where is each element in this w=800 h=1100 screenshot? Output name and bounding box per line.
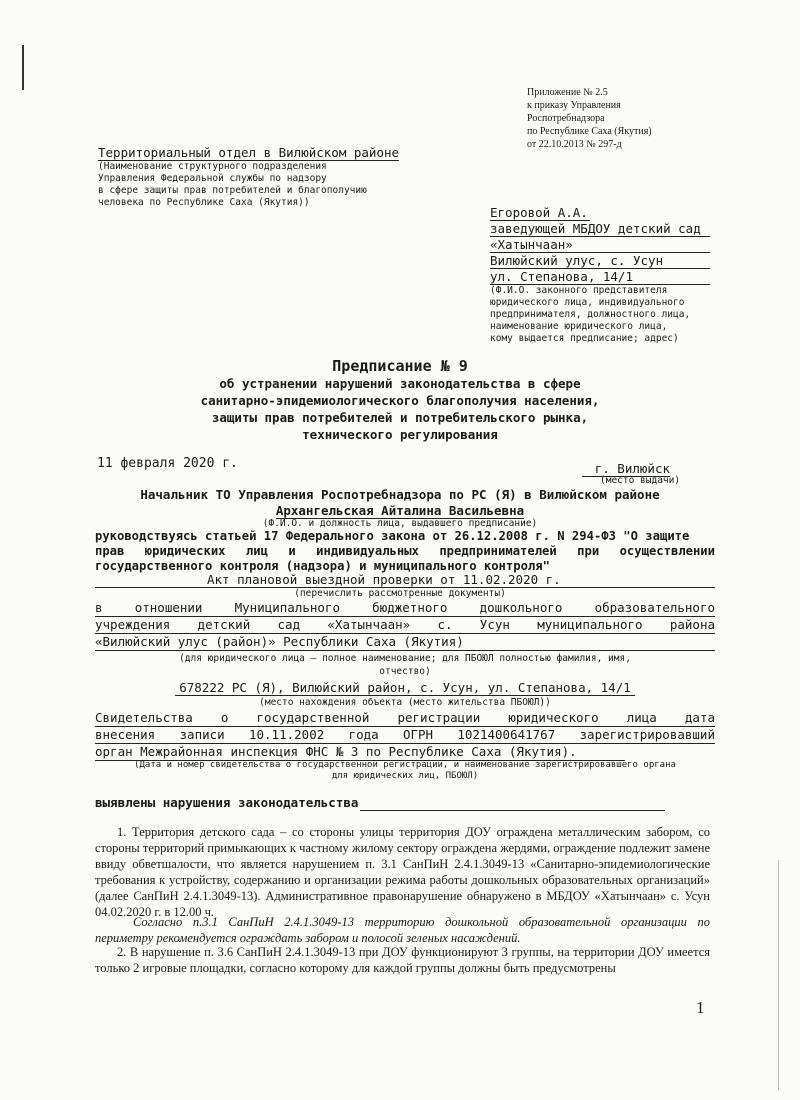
department-caption (98, 161, 428, 209)
addressee-block (490, 205, 710, 345)
basis-line: государственного контроля (надзора) и муниципального контроля" (95, 559, 550, 573)
department-name: Территориальный отдел в Вилюйском районе (98, 145, 400, 160)
appendix-line: Роспотребнадзора (527, 113, 605, 124)
subject-line: «Вилюйский улус (район)» Республики Саха (Якутия) (95, 634, 715, 651)
issuer-line: Начальник ТО Управления Роспотребнадзора по РС (Я) в Вилюйском районе (140, 487, 660, 502)
title-sub-line: санитарно-эпидемиологического благополучия населения, (200, 393, 600, 408)
basis-act-caption: (перечислить рассмотренные документы) (294, 588, 506, 599)
certificate-line: внесения записи 10.11.2002 года ОГРН 1021400641767 зарегистрировавший (95, 727, 715, 742)
issue-date: 11 февраля 2020 г. (97, 456, 238, 471)
addressee-caption (490, 285, 710, 345)
caption-line: (Ф.И.О. законного представителя (490, 285, 668, 296)
subject-line: учреждения детский сад «Хатынчаан» с. Усун муниципального района (95, 617, 715, 632)
addressee-line: заведующей МБДОУ детский сад (490, 221, 710, 237)
addressee-line: Егоровой А.А. (490, 205, 590, 221)
title-sub-line: технического регулирования (302, 427, 498, 442)
violation-paragraph-1: 1. Территория детского сада – со стороны улицы территория ДОУ ограждена металлическим забором, со стороны территорий примыкающих к частному жилому сектору ограждена жердями, ограждение подлежит замене ввиду обветшалости, что является нарушением п. 3.1 СанПиН 2.4.1.3049-13 «Санитарно-эпидемиологические требования к устройству, содержанию и организации режима работы дошкольных образовательных организаций» (далее СанПиН 2.4.1.3049-13). Административное правонарушение обнаружено в МБДОУ «Хатынчаан» с. Усун 04.02.2020 г. в 12.00 ч. (95, 825, 710, 919)
certificate-block (95, 710, 715, 761)
violations-heading-underline (360, 795, 665, 811)
appendix-line: по Республике Саха (Якутия) (527, 126, 652, 137)
violations-heading-text: выявлены нарушения законодательства (95, 795, 359, 810)
caption-line: предпринимателя, должностного лица, (490, 309, 691, 320)
caption-line: кому выдается предписание; адрес) (490, 333, 679, 344)
caption-line: человека по Республике Саха (Якутия)) (98, 197, 310, 208)
scan-edge-mark-right (778, 860, 779, 1090)
caption-line: (Дата и номер свидетельства о государственной регистрации, и наименование зарегистрировавшего органа (134, 760, 676, 770)
issue-place-caption: (место выдачи) (600, 475, 681, 486)
certificate-line: орган Межрайонная инспекция ФНС № 3 по Республике Саха (Якутия). (95, 744, 625, 761)
department-block (98, 142, 428, 209)
issue-place: г. Вилюйск (582, 461, 670, 477)
basis-act (95, 572, 715, 588)
title-sub-line: об устранении нарушений законодательства в сфере (219, 376, 581, 391)
issuer-caption: (Ф.И.О. и должность лица, выдавшего предписание) (262, 518, 538, 529)
page-number: 1 (696, 998, 705, 1017)
subject-address (95, 680, 715, 696)
addressee-line: Вилюйский улус, с. Усун (490, 253, 710, 269)
certificate-line: Свидетельства о государственной регистрации юридического лица дата (95, 710, 715, 725)
subject-caption (95, 652, 715, 678)
issuer-name-text: Архангельская Айталина Васильевна (275, 503, 525, 518)
scan-edge-mark (22, 45, 24, 90)
issuer-name (100, 503, 700, 519)
appendix-line: Приложение № 2.5 (527, 87, 608, 98)
basis-line: руководствуясь статьей 17 Федерального закона от 26.12.2008 г. N 294-ФЗ "О защите (95, 529, 690, 543)
addressee-line: ул. Степанова, 14/1 (490, 269, 710, 285)
violations-heading (95, 795, 665, 811)
subject-block (95, 600, 715, 651)
appendix-line: от 22.10.2013 № 297-д (527, 139, 622, 150)
violation-paragraph-2: 2. В нарушение п. 3.6 СанПиН 2.4.1.3049-13 при ДОУ функционируют 3 группы, на территории ДОУ имеется только 2 игровые площадки, согласно которому для каждой группы должны быть предусмотрены (95, 945, 710, 975)
addressee-line: «Хатынчаан» (490, 237, 710, 253)
caption-line: отчество) (379, 666, 431, 677)
violation-note-1: Согласно п.3.1 СанПиН 2.4.1.3049-13 территорию дошкольной образовательной организации по периметру рекомендуется ограждать забором и полосой зеленых насаждений. (95, 915, 710, 945)
basis-act-text: Акт плановой выездной проверки от 11.02.2020 г. (207, 572, 561, 587)
caption-line: для юридических лиц, ПБОЮЛ) (331, 771, 479, 781)
title-main: Предписание № 9 (332, 357, 468, 375)
subject-address-text: 678222 РС (Я), Вилюйский район, с. Усун, ул. Степанова, 14/1 (175, 680, 635, 696)
subject-line: в отношении Муниципального бюджетного дошкольного образовательного (95, 600, 715, 615)
caption-line: в сфере защиты прав потребителей и благополучию (98, 185, 367, 196)
certificate-caption (95, 760, 715, 782)
caption-line: (для юридического лица – полное наименование; для ПБОЮЛ полностью фамилия, имя, (179, 653, 631, 664)
caption-line: наименование юридического лица, (490, 321, 668, 332)
appendix-block (527, 86, 727, 151)
caption-line: (Наименование структурного подразделения (98, 161, 327, 172)
caption-line: Управления Федеральной службы по надзору (98, 173, 327, 184)
document-title (100, 357, 700, 443)
appendix-line: к приказу Управления (527, 100, 621, 111)
basis-line: прав юридических лиц и индивидуальных предпринимателей при осуществлении (95, 544, 715, 558)
basis-block (95, 529, 715, 574)
caption-line: юридического лица, индивидуального (490, 297, 685, 308)
subject-address-caption: (место нахождения объекта (место жительства ПБОЮЛ)) (259, 697, 551, 708)
title-sub-line: защиты прав потребителей и потребительского рынка, (211, 410, 589, 425)
